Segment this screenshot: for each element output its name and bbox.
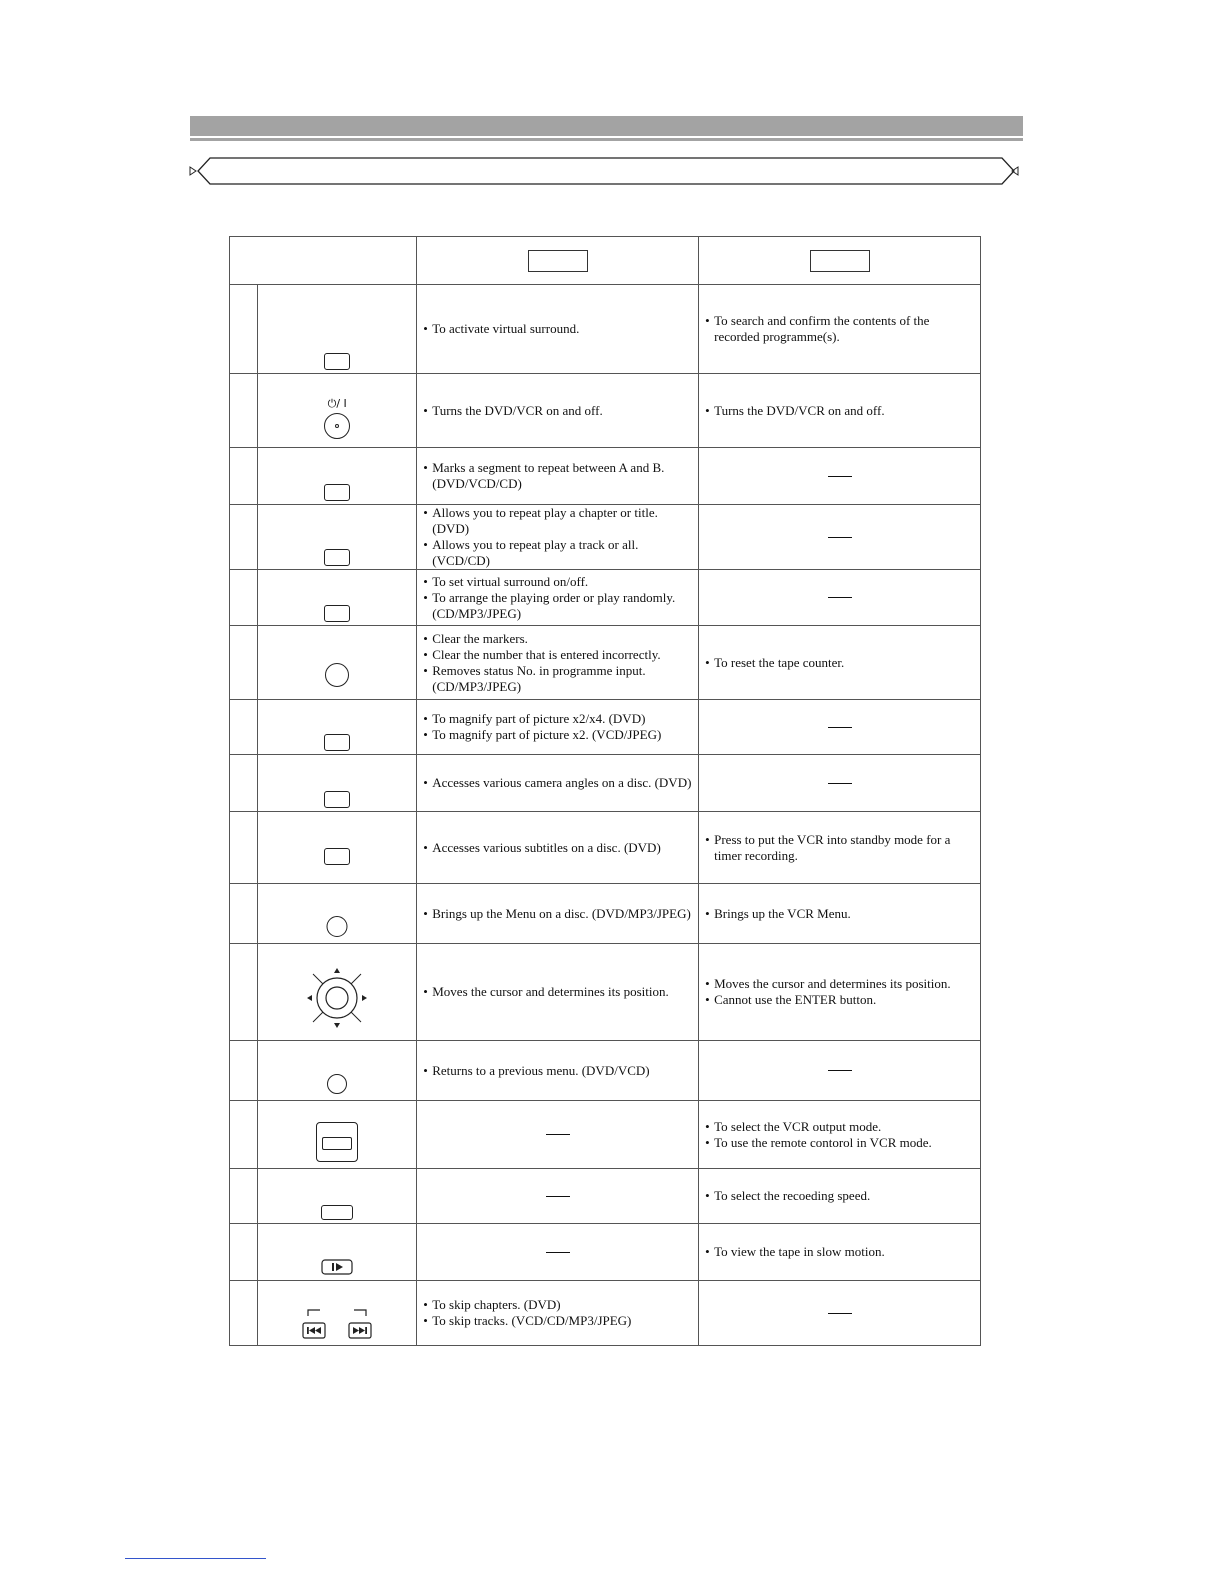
skip-buttons-icon [302,1308,372,1340]
not-applicable-dash [828,1313,852,1314]
section-header-bar [190,116,1023,136]
button-cell [258,1224,417,1281]
vcr-function-cell [699,570,981,626]
rect-button-icon [324,791,350,808]
speed-button-icon [321,1205,353,1220]
vcr-desc: • Brings up the VCR Menu. [705,906,976,922]
vcr-desc: • To use the remote contorol in VCR mode. [705,1135,976,1151]
dvd-function-cell [417,1169,699,1224]
power-symbol-label: ⏻/ I [327,397,347,410]
dvd-function-cell [417,1224,699,1281]
vcr-function-cell [699,1169,981,1224]
rect-button-icon [324,549,350,566]
vcr-select-inner-key [322,1137,352,1150]
table-row [230,1101,981,1169]
vcr-mode-label-box [810,250,870,272]
vcr-function-cell [699,1224,981,1281]
button-cell [258,755,417,812]
vcr-function-cell [699,1281,981,1346]
dvd-function-cell [417,884,699,944]
table-row [230,884,981,944]
dvd-desc: • Marks a segment to repeat between A and B. (DVD/VCD/CD) [423,460,694,492]
dvd-desc: • Accesses various subtitles on a disc. (DVD) [423,840,694,856]
vcr-desc: • Press to put the VCR into standby mode for a timer recording. [705,832,976,864]
not-applicable-dash [546,1134,570,1135]
vcr-function-cell [699,448,981,505]
row-number-cell [230,1041,258,1101]
button-cell [258,448,417,505]
vcr-function-cell [699,884,981,944]
button-cell [258,812,417,884]
table-row [230,374,981,448]
not-applicable-dash [828,727,852,728]
rect-button-icon [324,848,350,865]
return-button-icon [327,1074,347,1094]
not-applicable-dash [828,597,852,598]
vcr-function-cell [699,700,981,755]
dvd-desc: • Turns the DVD/VCR on and off. [423,403,694,419]
table-row [230,570,981,626]
dvd-function-cell [417,755,699,812]
button-cell [258,700,417,755]
dvd-desc: • To skip tracks. (VCD/CD/MP3/JPEG) [423,1313,694,1329]
dvd-desc: • To skip chapters. (DVD) [423,1297,694,1313]
menu-button-icon [327,916,348,937]
dvd-function-cell [417,505,699,570]
row-number-cell [230,755,258,812]
row-number-cell [230,570,258,626]
button-cell [258,1169,417,1224]
dvd-desc: • Clear the number that is entered incorrectly. [423,647,694,663]
vcr-function-cell [699,1101,981,1169]
button-cell [258,884,417,944]
row-number-cell [230,1281,258,1346]
not-applicable-dash [546,1252,570,1253]
dvd-desc: • Accesses various camera angles on a disc. (DVD) [423,775,694,791]
dvd-desc: • To magnify part of picture x2/x4. (DVD) [423,711,694,727]
table-row [230,448,981,505]
vcr-function-cell [699,374,981,448]
dvd-desc: • To magnify part of picture x2. (VCD/JPEG) [423,727,694,743]
vcr-desc: • Turns the DVD/VCR on and off. [705,403,976,419]
dvd-desc: • Removes status No. in programme input. (CD/MP3/JPEG) [423,663,694,695]
slow-motion-button-icon [321,1259,353,1275]
button-cell [258,570,417,626]
dvd-desc: • To set virtual surround on/off. [423,574,694,590]
header-vcr-cell [699,237,981,285]
vcr-function-cell [699,285,981,374]
vcr-desc: • To reset the tape counter. [705,655,976,671]
not-applicable-dash [828,476,852,477]
row-number-cell [230,374,258,448]
dvd-function-cell [417,1101,699,1169]
table-row [230,812,981,884]
table-row [230,505,981,570]
cursor-enter-dial-icon [305,966,369,1030]
dvd-function-cell [417,812,699,884]
vcr-desc: • Moves the cursor and determines its position. [705,976,976,992]
button-cell [258,1041,417,1101]
dvd-desc: • Returns to a previous menu. (DVD/VCD) [423,1063,694,1079]
button-cell [258,626,417,700]
dvd-function-cell [417,1281,699,1346]
row-number-cell [230,1101,258,1169]
rect-button-icon [324,605,350,622]
vcr-function-cell [699,505,981,570]
vcr-function-cell [699,944,981,1041]
row-number-cell [230,700,258,755]
vcr-function-cell [699,1041,981,1101]
header-button-cell [230,237,417,285]
dvd-function-cell [417,626,699,700]
dvd-desc: • Moves the cursor and determines its position. [423,984,694,1000]
not-applicable-dash [546,1196,570,1197]
dvd-desc: • Clear the markers. [423,631,694,647]
vcr-desc: • To select the VCR output mode. [705,1119,976,1135]
button-cell [258,285,417,374]
footer-underline [125,1558,266,1559]
table-row [230,626,981,700]
table-row [230,1041,981,1101]
dvd-function-cell [417,1041,699,1101]
dvd-desc: • Brings up the Menu on a disc. (DVD/MP3/JPEG) [423,906,694,922]
vcr-function-cell [699,812,981,884]
row-number-cell [230,884,258,944]
not-applicable-dash [828,1070,852,1071]
not-applicable-dash [828,783,852,784]
dvd-desc: • Allows you to repeat play a chapter or title. (DVD) [423,505,694,537]
table-row [230,285,981,374]
round-button-icon [325,663,349,687]
row-number-cell [230,285,258,374]
vcr-desc: • To view the tape in slow motion. [705,1244,976,1260]
dvd-function-cell [417,700,699,755]
dvd-function-cell [417,570,699,626]
row-number-cell [230,505,258,570]
dvd-function-cell [417,374,699,448]
vcr-desc: • To search and confirm the contents of the recorded programme(s). [705,313,976,345]
power-led-dot [335,424,339,428]
dvd-mode-label-box [528,250,588,272]
dvd-function-cell [417,944,699,1041]
vcr-function-cell [699,626,981,700]
table-row [230,700,981,755]
row-number-cell [230,1169,258,1224]
row-number-cell [230,448,258,505]
vcr-function-cell [699,755,981,812]
power-button-icon [324,413,350,439]
not-applicable-dash [828,537,852,538]
button-cell [258,505,417,570]
row-number-cell [230,626,258,700]
dvd-function-cell [417,448,699,505]
row-number-cell [230,812,258,884]
section-header-rule [190,138,1023,141]
table-row [230,944,981,1041]
button-cell [258,1101,417,1169]
table-row [230,1224,981,1281]
vcr-select-button-icon [316,1122,358,1162]
vcr-desc: • Cannot use the ENTER button. [705,992,976,1008]
button-cell [258,374,417,448]
rect-button-icon [324,353,350,370]
dvd-function-cell [417,285,699,374]
dvd-desc: • To arrange the playing order or play randomly. (CD/MP3/JPEG) [423,590,694,622]
dvd-desc: • To activate virtual surround. [423,321,694,337]
button-cell [258,1281,417,1346]
rect-button-icon [324,484,350,501]
header-dvd-cell [417,237,699,285]
vcr-desc: • To select the recoeding speed. [705,1188,976,1204]
table-row [230,1281,981,1346]
button-cell [258,944,417,1041]
rect-button-icon [324,734,350,751]
dvd-desc: • Allows you to repeat play a track or all. (VCD/CD) [423,537,694,569]
row-number-cell [230,944,258,1041]
title-banner [188,156,1020,186]
table-row [230,755,981,812]
table-row [230,1169,981,1224]
table-header-row [230,237,981,285]
row-number-cell [230,1224,258,1281]
operations-table [229,236,981,1346]
